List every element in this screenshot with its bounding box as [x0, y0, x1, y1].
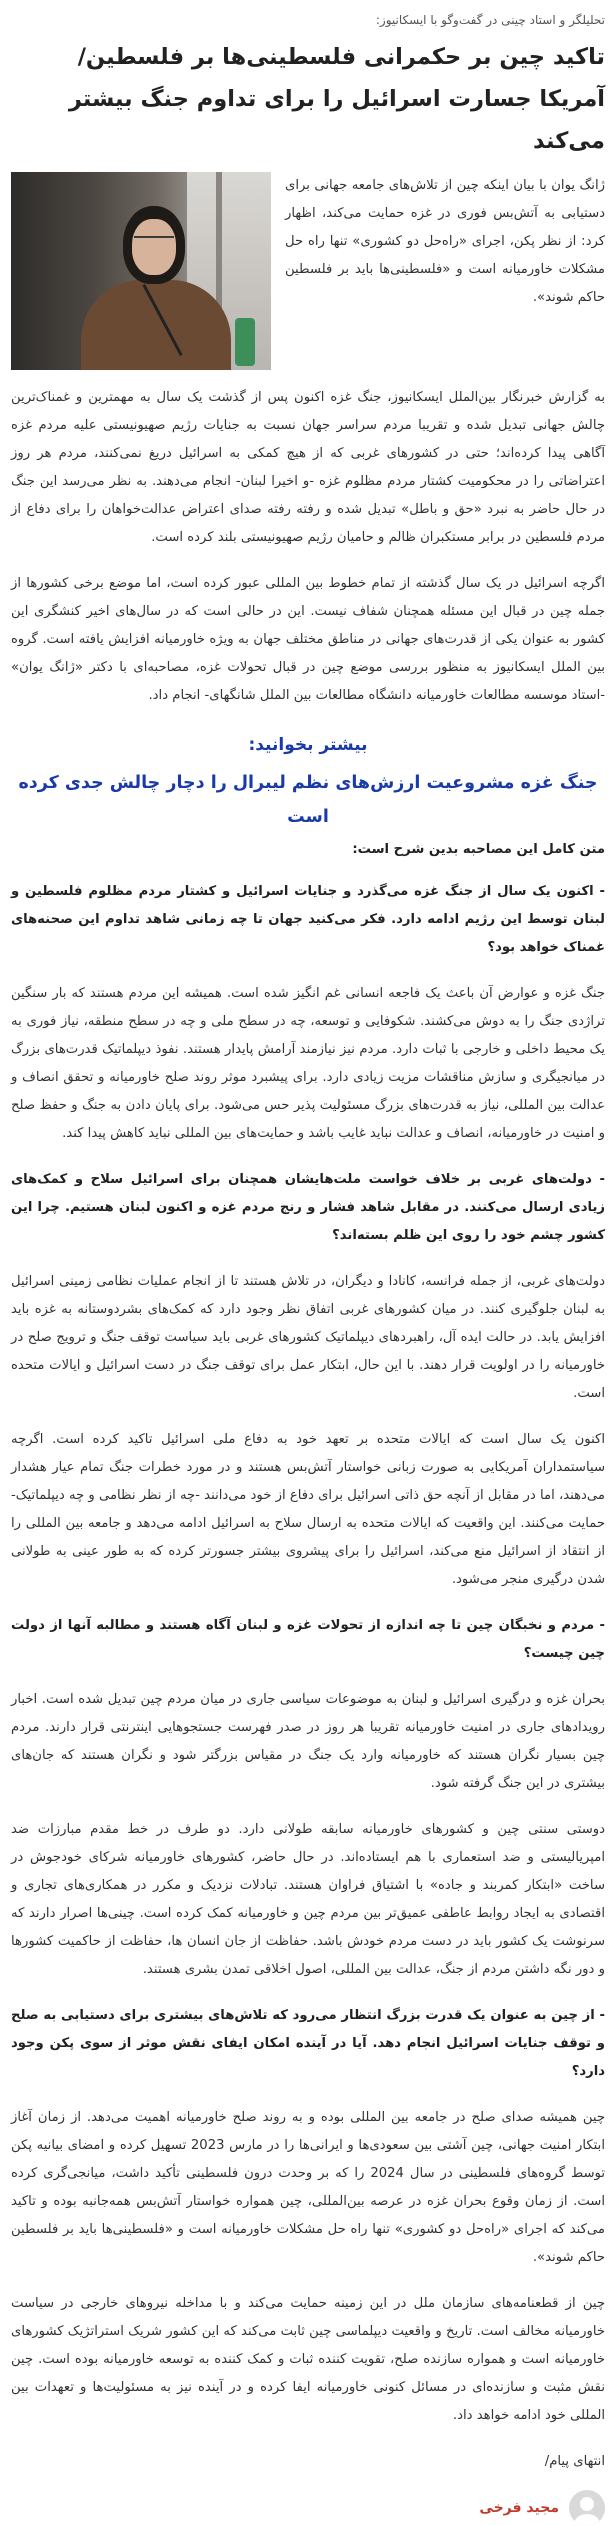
interview-intro: متن کامل این مصاحبه بدین شرح است: — [352, 842, 605, 857]
interview-answer: بحران غزه و درگیری اسرائیل و لبنان به موضوعات سیاسی جاری در میان مردم چین تبدیل شده است. اخبار رویدادهای جاری در امنیت خاورمیانه تقریبا هر روز در صدر فهرست جستجوهایی اینترنتی قرار دارند. مردم چین بسیار نگران هستند که خاورمیانه وارد یک جنگ در مقیاس بزرگتر شود و نگران هستند که جان‌های بیشتری در این جنگ گرفته شود. — [11, 1692, 605, 1791]
interviewee-photo — [11, 172, 271, 370]
body-paragraph: به گزارش خبرنگار بین‌الملل ایسکانیوز، جنگ غزه اکنون پس از گذشت یک سال به مهمترین و غمناک‌ترین چالش جهانی تبدیل شده و تقریبا مردم سراسر جهان نسبت به جنایات رژیم صهیونیستی علیه مردم غزه آگاهی پیدا کرده‌اند؛ حتی در کشورهای غربی که از هیچ کمکی به اسرائیل دریغ نمی‌کنند، مردم هر روز اعتراضاتی را در محکومیت کشتار مردم مظلوم غزه -و اخیرا لبنان- انجام می‌دهند. به نظر می‌رسد این جنگ در حال حاضر به نبرد «حق و باطل» تبدیل شده و رفته رفته صدای اعتراض عدالت‌خواهان را برای دفاع از مردم فلسطین در برابر مستکبران ظالم و حامیان رژیم صهیونیستی بلند کرده است. — [11, 390, 605, 545]
article-lead: ژانگ یوان با بیان اینکه چین از تلاش‌های جامعه جهانی برای دستیابی به آتش‌بس فوری در غزه حمایت می‌کند، اظهار کرد: از نظر پکن، اجرای «راه‌حل دو کشوری» تنها راه حل مشکلات خاورمیانه است و «فلسطینی‌ها باید بر فلسطین حاکم شوند». — [285, 178, 605, 305]
interview-answer: چین از قطعنامه‌های سازمان ملل در این زمینه حمایت می‌کند و با مداخله نیروهای خارجی در سیاست خاورمیانه مخالف است. تاریخ و واقعیت دیپلماسی چین ثابت می‌کند که این کشور شریک استراتژیک کشورهای خاورمیانه است و همواره سازنده صلح، تقویت کننده ثبات و کمک کننده به توسعه خاورمیانه بوده است. چین نقش مثبت و سازنده‌ای در مسائل کنونی خاورمیانه ایفا کرده و در آینده نیز به مسئولیت‌ها و تعهدات بین المللی خود ادامه خواهد داد. — [11, 2296, 605, 2423]
interview-answer: اکنون یک سال است که ایالات متحده بر تعهد خود به دفاع ملی اسرائیل تاکید کرده است. اگرچه سیاستمداران آمریکایی به صورت زبانی خواستار آتش‌بس هستند و در مورد خطرات جنگ تمام عیار هشدار می‌دهند، اما در مقابل از آنچه حق ذاتی اسرائیل برای دفاع از خود می‌دانند -چه از نظر نظامی و چه دیپلماتیک- حمایت می‌کنند. این واقعیت که ایالات متحده به ارسال سلاح به اسرائیل ادامه می‌دهد و جامعه بین المللی را از انتقاد از اسرائیل منع می‌کند، اسرائیل را برای پیشروی بیشتر جسورتر کرده که به طور عینی به طولانی شدن درگیری منجر می‌شود. — [11, 1432, 605, 1587]
author-name-link[interactable]: مجید فرخی — [479, 2500, 559, 2516]
interview-answer: دوستی سنتی چین و کشورهای خاورمیانه سابقه طولانی دارد. دو طرف در خط مقدم مبارزات ضد امپریالیستی و ضد استعماری با هم ایستاده‌اند. در حال حاضر، کشورهای خاورمیانه شرکای خودجوش در ساخت «ابتکار کمربند و جاده» با اشتیاق فراوان هستند. تبادلات نزدیک و مکرر در همکاری‌های تجاری و اقتصادی به ایجاد روابط عاطفی عمیق‌تر بین مردم چین و خاورمیانه کمک کرده است. چینی‌ها اصرار دارند که سرنوشت یک کشور باید در دست مردم خودش باشد. حفاظت از جان انسان ها، حفاظت از حاکمیت کشورها و دور نگه داشتن مردم از جنگ، عدالت بین المللی، اصول اخلاقی تمدن بشری هستند. — [11, 1822, 605, 1977]
author-byline[interactable] — [11, 2490, 605, 2526]
interview-question: - اکنون یک سال از جنگ غزه می‌گذرد و جنایات اسرائیل و کشتار مردم مظلوم فلسطین و لبنان توسط این رژیم ادامه دارد. فکر می‌کنید جهان تا چه زمانی شاهد تداوم این صحنه‌های غمناک خواهد بود؟ — [11, 884, 605, 955]
body-paragraph: اگرچه اسرائیل در یک سال گذشته از تمام خطوط بین المللی عبور کرده است، اما موضع برخی کشورها از جمله چین در قبال این مسئله همچنان شفاف نیست. این در حالی است که در سال‌های اخیر کنشگری این کشور به عنوان یکی از قدرت‌های جهانی در مناطق مختلف جهان به ویژه خاورمیانه افزایش یافته است. گروه بین الملل ایسکانیوز به منظور بررسی موضع چین در قبال تحولات غزه، مصاحبه‌ای با دکتر «ژانگ یوان» -استاد موسسه مطالعات خاورمیانه دانشگاه مطالعات بین الملل شانگهای- انجام داد. — [11, 576, 605, 703]
read-more-link[interactable]: جنگ غزه مشروعیت ارزش‌های نظم لیبرال را دچار چالش جدی کرده است — [18, 773, 598, 827]
interview-answer: جنگ غزه و عوارض آن باعث یک فاجعه انسانی غم انگیز شده است. همیشه این مردم هستند که بار سنگین تراژدی جنگ را به دوش می‌کشند. شکوفایی و توسعه، چه در سطح ملی و چه در سطح منطقه، نیاز فوری به یک محیط داخلی و خارجی با ثبات دارد. مردم نیز نیازمند آرامش پایدار هستند. نفوذ دیپلماتیک قدرت‌های بزرگ در میانجیگری و سازش مناقشات مزیت زیادی دارد. برای پیشبرد موثر روند صلح خاورمیانه و تحقق انصاف و عدالت بین المللی، نیاز به قدرت‌های بزرگ مسئولیت پذیر حس می‌شود. برای پایان دادن به جنگ و حفظ صلح و امنیت در خاورمیانه، انصاف و عدالت نباید غایب باشد و حمایت‌های بین المللی نباید کاهش پیدا کند. — [11, 986, 605, 1141]
user-avatar-icon — [569, 2490, 605, 2526]
interview-question: - از چین به عنوان یک قدرت بزرگ انتظار می‌رود که تلاش‌های بیشتری برای دستیابی به صلح و توقف جنایات اسرائیل انجام دهد. آیا در آینده امکان ایفای نقش موثر از سوی پکن وجود دارد؟ — [11, 2008, 605, 2079]
read-more-heading: بیشتر بخوانید: — [248, 735, 368, 755]
lead-section — [11, 172, 605, 370]
interview-answer: دولت‌های غربی، از جمله فرانسه، کانادا و دیگران، در تلاش هستند تا از انجام عملیات نظامی زمینی اسرائیل به لبنان جلوگیری کنند. در میان کشورهای غربی اتفاق نظر وجود دارد که کمک‌های بشردوستانه به غزه باید افزایش یابد. در حالت ایده آل، راهبردهای دیپلماتیک کشورهای غربی باید سیاست توقف جنگ و ترویج صلح در خاورمیانه را در اولویت قرار دهند. با این حال، ابتکار عمل برای توقف جنگ در دست اسرائیل و ایالات متحده است. — [11, 1274, 605, 1401]
article-headline: تاکید چین بر حکمرانی فلسطینی‌ها بر فلسطین/ آمریکا جسارت اسرائیل را برای تداوم جنگ بیشتر می‌کند — [68, 44, 605, 154]
interview-question: - دولت‌های غربی بر خلاف خواست ملت‌هایشان همچنان برای اسرائیل سلاح و کمک‌های زیادی ارسال می‌کنند. در مقابل شاهد فشار و رنج مردم غزه و اکنون لبنان هستیم. چرا این کشور چشم خود را روی این ظلم بسته‌اند؟ — [11, 1172, 605, 1243]
interview-question: - مردم و نخبگان چین تا چه اندازه از تحولات غزه و لبنان آگاه هستند و مطالبه آنها از دولت چین چیست؟ — [11, 1618, 605, 1661]
article-kicker: تحلیلگر و استاد چینی در گفت‌وگو با ایسکانیوز: — [375, 13, 605, 27]
interview-answer: چین همیشه صدای صلح در جامعه بین المللی بوده و به روند صلح خاورمیانه اهمیت می‌دهد. از زمان آغاز ابتکار امنیت جهانی، چین آشتی بین سعودی‌ها و ایرانی‌ها را در مارس 2023 تسهیل کرده و امضای بیانیه پکن توسط گروه‌های فلسطینی در سال 2024 را که بر وحدت درون فلسطینی تأکید داشت، میانجی‌گری کرده است. از زمان وقوع بحران غزه در عرصه بین‌المللی، چین همواره خواستار آتش‌بس همه‌جانبه بوده و تاکید می‌کند که اجرای «راه‌حل دو کشوری» تنها راه حل مشکلات خاورمیانه است و «فلسطینی‌ها باید بر فلسطین حاکم شوند». — [11, 2110, 605, 2265]
end-of-message: انتهای پیام/ — [544, 2454, 605, 2469]
